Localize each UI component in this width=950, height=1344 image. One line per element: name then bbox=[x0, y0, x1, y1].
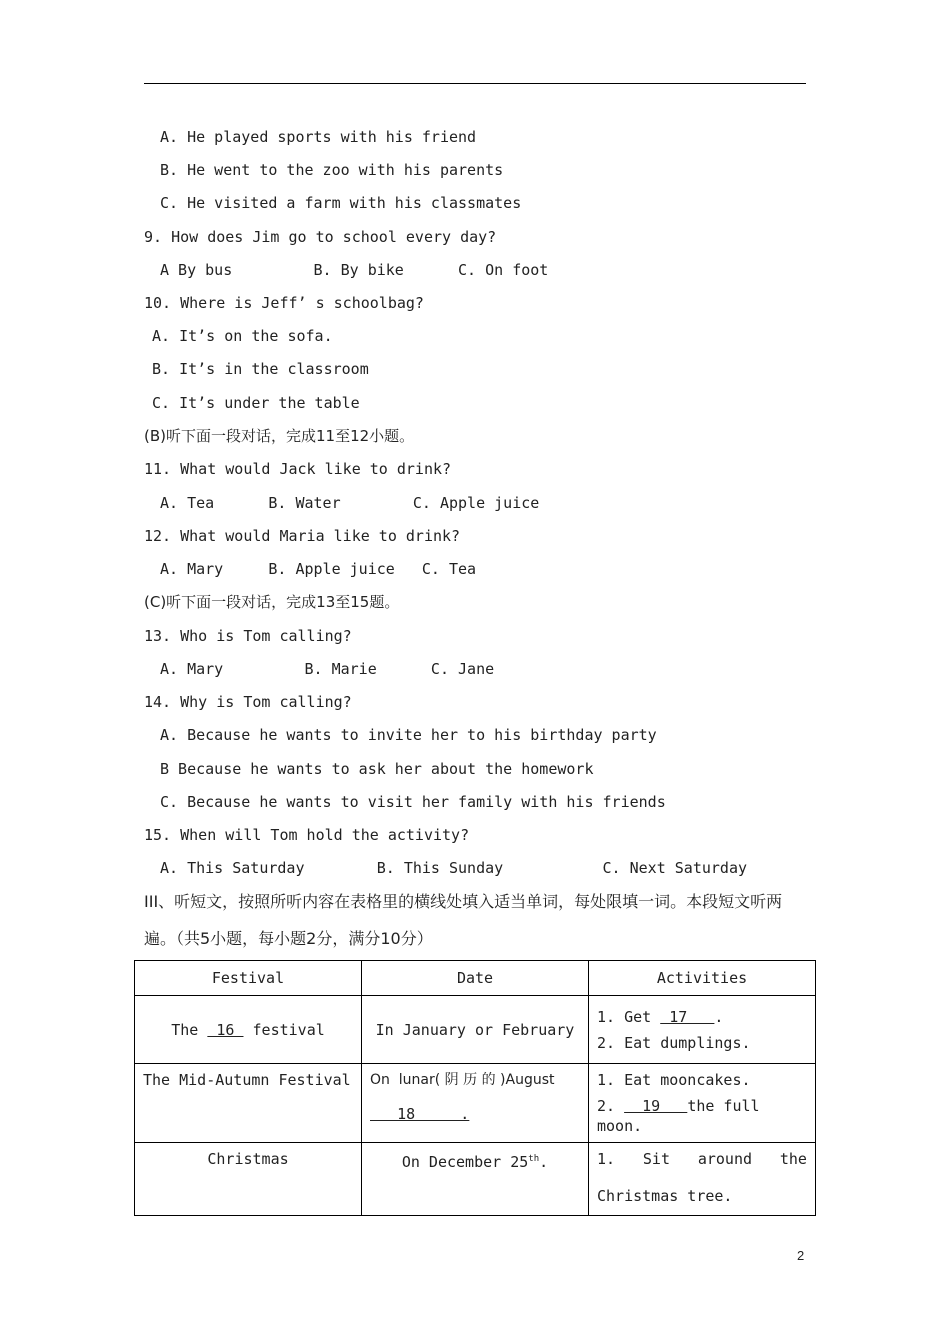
option-8b: B. He went to the zoo with his parents bbox=[160, 161, 504, 179]
activity-mooncakes: 1. Eat mooncakes. bbox=[597, 1071, 751, 1089]
header-date: Date bbox=[362, 961, 589, 996]
question-10: 10. Where is Jeff’ s schoolbag? bbox=[144, 294, 424, 312]
option-8c: C. He visited a farm with his classmates bbox=[160, 194, 522, 212]
festival-1-post: festival bbox=[243, 1020, 325, 1039]
blank-16: 16 bbox=[207, 1020, 244, 1039]
question-11: 11. What would Jack like to drink? bbox=[144, 460, 452, 478]
activity-2: 2. Eat dumplings. bbox=[597, 1033, 751, 1052]
header-activities: Activities bbox=[589, 961, 816, 996]
cell-activities-1 bbox=[589, 996, 816, 1064]
option-14c: C. Because he wants to visit her family with his friends bbox=[160, 793, 666, 811]
header-festival: Festival bbox=[135, 961, 362, 996]
table-row bbox=[135, 1064, 816, 1143]
blank-18: 18 . bbox=[370, 1105, 470, 1123]
blank-17: 17 bbox=[660, 1007, 715, 1026]
question-13: 13. Who is Tom calling? bbox=[144, 627, 352, 645]
activity-4-pre: 2. bbox=[597, 1097, 625, 1115]
cell-activities-2 bbox=[589, 1064, 816, 1143]
table-row bbox=[135, 996, 816, 1064]
section-b-heading: (B)听下面一段对话，完成11至12小题。 bbox=[144, 427, 415, 445]
activity-5-word: Sit bbox=[642, 1150, 670, 1168]
activity-5-word: the bbox=[779, 1150, 807, 1168]
activity-4-post: the full moon. bbox=[597, 1097, 760, 1135]
question-14: 14. Why is Tom calling? bbox=[144, 693, 352, 711]
cell-festival-2: The Mid-Autumn Festival bbox=[135, 1064, 362, 1143]
table-row bbox=[135, 1143, 816, 1216]
section-c-heading: (C)听下面一段对话，完成13至15题。 bbox=[144, 593, 400, 611]
question-15: 15. When will Tom hold the activity? bbox=[144, 826, 470, 844]
header-rule bbox=[144, 83, 806, 84]
question-9: 9. How does Jim go to school every day? bbox=[144, 228, 497, 246]
options-9: A By bus B. By bike C. On foot bbox=[160, 261, 549, 279]
date-3-sup: th bbox=[528, 1154, 540, 1164]
question-12: 12. What would Maria like to drink? bbox=[144, 527, 461, 545]
section-iii-instructions-2: 遍。（共5小题，每小题2分，满分10分） bbox=[144, 929, 433, 948]
option-14a: A. Because he wants to invite her to his birthday party bbox=[160, 726, 657, 744]
cell-festival-3: Christmas bbox=[135, 1143, 362, 1216]
option-10b: B. It’s in the classroom bbox=[152, 360, 369, 378]
section-iii-instructions-1: III、听短文，按照所听内容在表格里的横线处填入适当单词，每处限填一词。本段短文听两 bbox=[144, 892, 783, 911]
cell-festival-1 bbox=[135, 996, 362, 1064]
festival-1-pre: The bbox=[171, 1020, 208, 1039]
page-number: 2 bbox=[797, 1248, 805, 1263]
date-3-post: . bbox=[539, 1153, 549, 1171]
cell-date-2 bbox=[362, 1064, 589, 1143]
options-13: A. Mary B. Marie C. Jane bbox=[160, 660, 495, 678]
cell-date-3 bbox=[362, 1143, 589, 1216]
date-2-line1: On lunar( 阴 历 的 )August bbox=[370, 1072, 555, 1088]
options-15: A. This Saturday B. This Sunday C. Next Saturday bbox=[160, 859, 747, 877]
activity-5-line2: Christmas tree. bbox=[597, 1187, 733, 1205]
cell-date-1: In January or February bbox=[362, 996, 589, 1064]
activity-1-pre: 1. Get bbox=[597, 1007, 661, 1026]
activity-5-word: 1. bbox=[597, 1150, 616, 1168]
option-14b: B Because he wants to ask her about the homework bbox=[160, 760, 594, 778]
cell-activities-3 bbox=[589, 1143, 816, 1216]
activity-5-word: around bbox=[697, 1150, 753, 1168]
festival-table bbox=[134, 960, 816, 1216]
activity-5-line1 bbox=[597, 1149, 807, 1169]
option-10a: A. It’s on the sofa. bbox=[152, 327, 333, 345]
date-3-pre: On December 25 bbox=[401, 1153, 529, 1171]
option-8a: A. He played sports with his friend bbox=[160, 128, 477, 146]
options-11: A. Tea B. Water C. Apple juice bbox=[160, 494, 540, 512]
options-12: A. Mary B. Apple juice C. Tea bbox=[160, 560, 477, 578]
table-header-row bbox=[135, 961, 816, 996]
option-10c: C. It’s under the table bbox=[152, 394, 360, 412]
activity-1-post: . bbox=[714, 1007, 724, 1026]
blank-19: 19 bbox=[624, 1097, 688, 1115]
